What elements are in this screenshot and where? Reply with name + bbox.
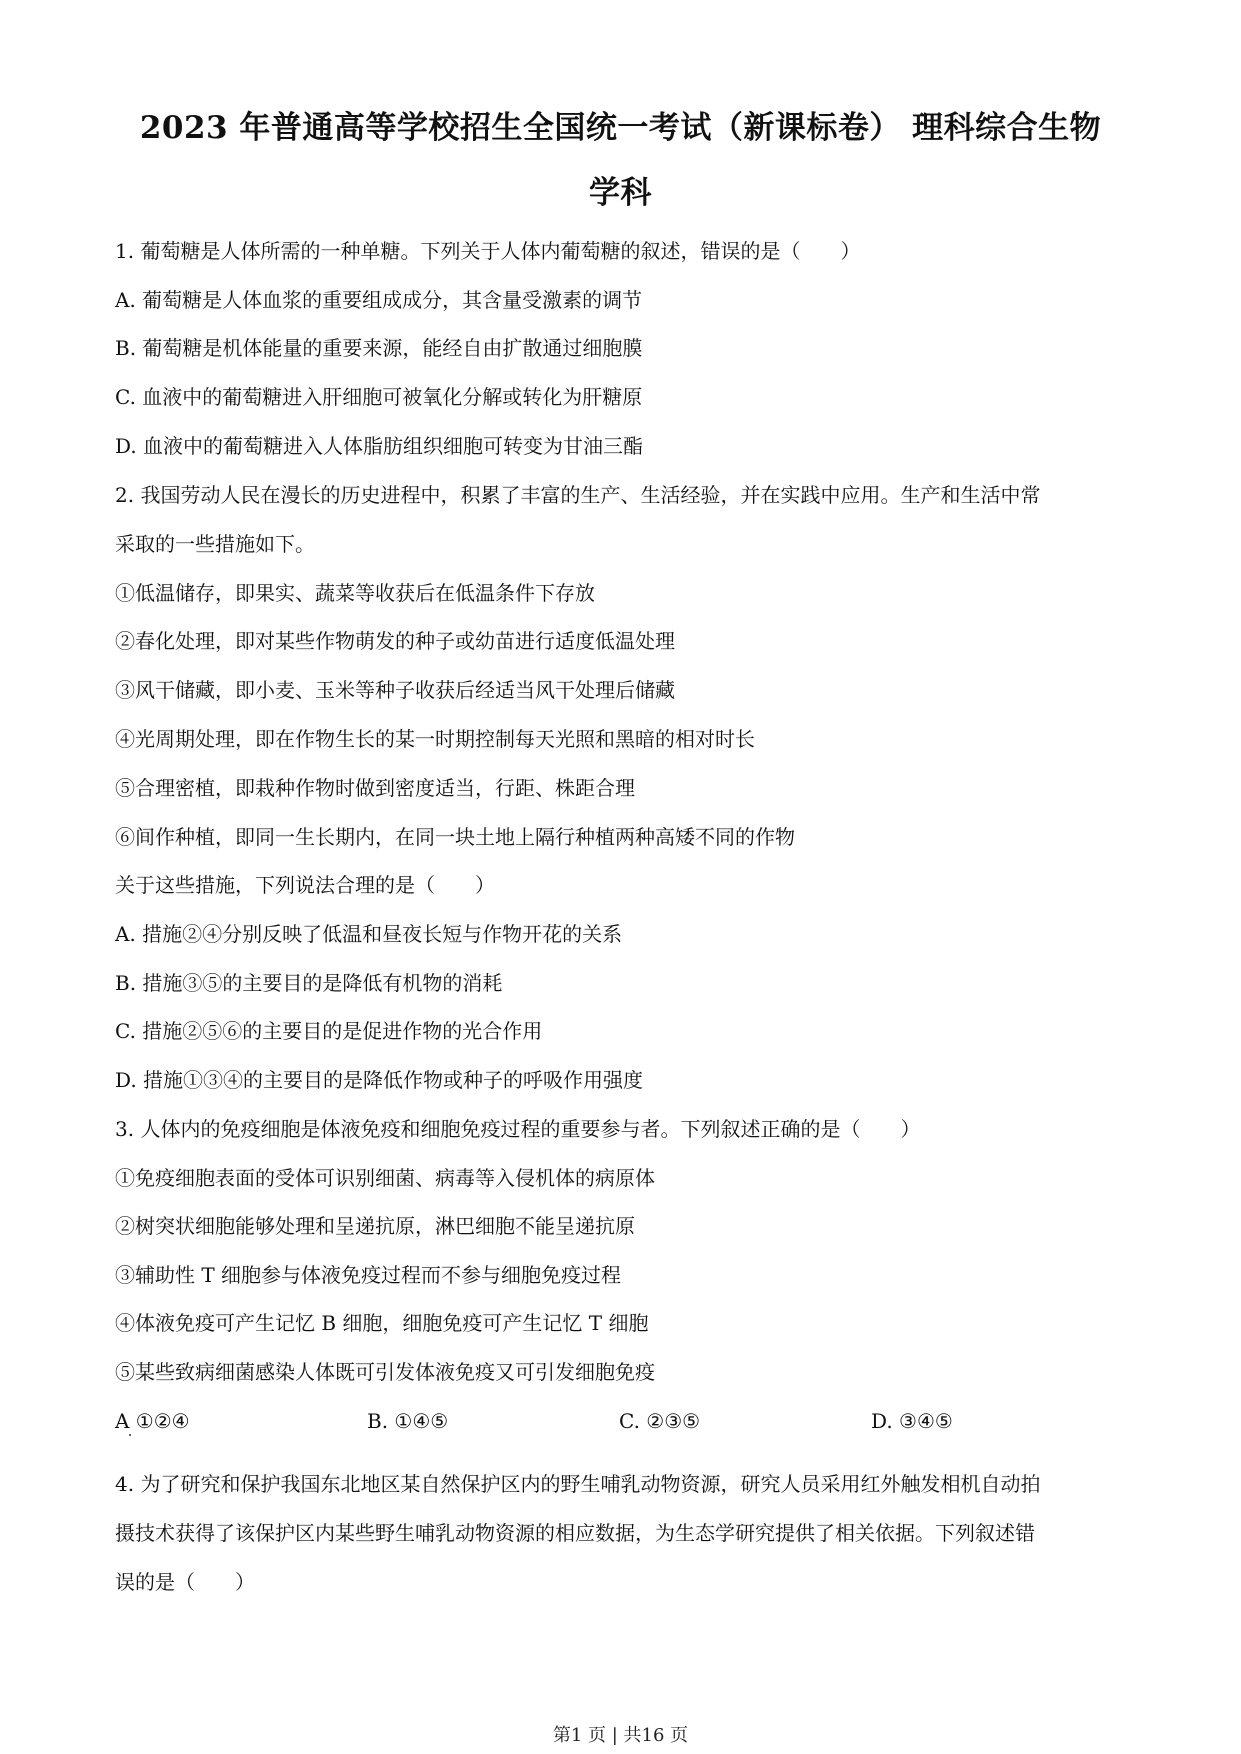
page-title: 2023 年普通高等学校招生全国统一考试（新课标卷） 理科综合生物 <box>139 110 1102 146</box>
question-2-item: ①低温储存，即果实、蔬菜等收获后在低温条件下存放 <box>115 581 595 605</box>
question-1-option-c: C. 血液中的葡萄糖进入肝细胞可被氧化分解或转化为肝糖原 <box>115 385 643 409</box>
question-3-option-d: D. ③④⑤ <box>871 1409 953 1433</box>
option-a-dot-mark <box>129 1434 131 1436</box>
question-4-stem: 4. 为了研究和保护我国东北地区某自然保护区内的野生哺乳动物资源，研究人员采用红外触发相机自动拍 <box>115 1472 1041 1496</box>
question-3-item: ⑤某些致病细菌感染人体既可引发体液免疫又可引发细胞免疫 <box>115 1360 655 1384</box>
question-2-option-c: C. 措施②⑤⑥的主要目的是促进作物的光合作用 <box>115 1019 543 1043</box>
question-2-item: ②春化处理，即对某些作物萌发的种子或幼苗进行适度低温处理 <box>115 629 675 653</box>
question-3-item: ②树突状细胞能够处理和呈递抗原，淋巴细胞不能呈递抗原 <box>115 1214 635 1238</box>
question-3-item: ④体液免疫可产生记忆 B 细胞，细胞免疫可产生记忆 T 细胞 <box>115 1311 649 1335</box>
question-1-option-b: B. 葡萄糖是机体能量的重要来源，能经自由扩散通过细胞膜 <box>115 336 643 360</box>
question-3-stem: 3. 人体内的免疫细胞是体液免疫和细胞免疫过程的重要参与者。下列叙述正确的是（ ） <box>115 1117 921 1141</box>
question-2-item: ⑤合理密植，即栽种作物时做到密度适当，行距、株距合理 <box>115 776 635 800</box>
page-title-continued: 学科 <box>589 175 652 211</box>
question-1-option-a: A. 葡萄糖是人体血浆的重要组成成分，其含量受激素的调节 <box>115 288 643 312</box>
question-2-stem-continued: 采取的一些措施如下。 <box>115 532 315 556</box>
question-3-option-c: C. ②③⑤ <box>619 1409 701 1433</box>
question-2-item: ④光周期处理，即在作物生长的某一时期控制每天光照和黑暗的相对时长 <box>115 727 755 751</box>
question-1-stem: 1. 葡萄糖是人体所需的一种单糖。下列关于人体内葡萄糖的叙述，错误的是（ ） <box>115 239 861 263</box>
question-2-item: ③风干储藏，即小麦、玉米等种子收获后经适当风干处理后储藏 <box>115 678 675 702</box>
question-3-options <box>115 1408 1130 1434</box>
question-3-item: ③辅助性 T 细胞参与体液免疫过程而不参与细胞免疫过程 <box>115 1263 622 1287</box>
question-4-stem-continued: 摄技术获得了该保护区内某些野生哺乳动物资源的相应数据，为生态学研究提供了相关依据。下列叙述错 <box>115 1521 1035 1545</box>
question-1-option-d: D. 血液中的葡萄糖进入人体脂肪组织细胞可转变为甘油三酯 <box>115 434 644 458</box>
question-2-prompt: 关于这些措施，下列说法合理的是（ ） <box>115 873 495 897</box>
question-2-stem: 2. 我国劳动人民在漫长的历史进程中，积累了丰富的生产、生活经验，并在实践中应用。生产和生活中常 <box>115 483 1041 507</box>
page-footer: 第1 页 | 共16 页 <box>552 1725 689 1746</box>
question-2-option-d: D. 措施①③④的主要目的是降低作物或种子的呼吸作用强度 <box>115 1068 644 1092</box>
question-3-option-a: A ①②④ <box>115 1409 190 1433</box>
question-4-stem-continued: 误的是（ ） <box>115 1570 255 1594</box>
question-3-option-b: B. ①④⑤ <box>367 1409 449 1433</box>
question-2-option-a: A. 措施②④分别反映了低温和昼夜长短与作物开花的关系 <box>115 922 623 946</box>
question-2-item: ⑥间作种植，即同一生长期内，在同一块土地上隔行种植两种高矮不同的作物 <box>115 825 795 849</box>
question-3-item: ①免疫细胞表面的受体可识别细菌、病毒等入侵机体的病原体 <box>115 1166 655 1190</box>
question-2-option-b: B. 措施③⑤的主要目的是降低有机物的消耗 <box>115 971 503 995</box>
